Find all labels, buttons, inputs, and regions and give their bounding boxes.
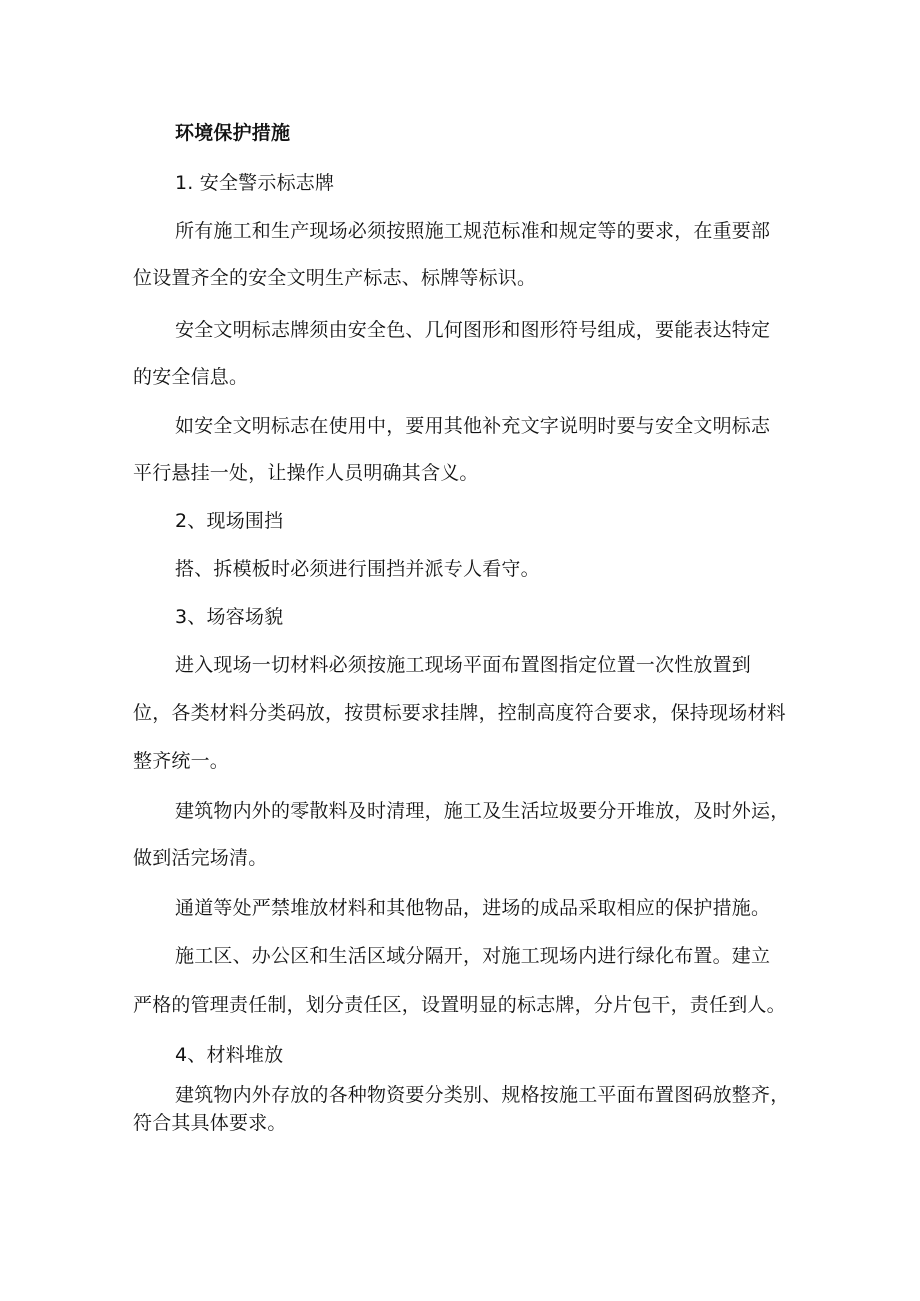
section-heading: 4、材料堆放 <box>175 1044 284 1066</box>
paragraph-line: 位，各类材料分类码放，按贯标要求挂牌，控制高度符合要求，保持现场材料 <box>133 702 786 724</box>
paragraph-line: 搭、拆模板时必须进行围挡并派专人看守。 <box>175 558 540 580</box>
paragraph-line: 施工区、办公区和生活区域分隔开，对施工现场内进行绿化布置。建立 <box>175 945 771 967</box>
paragraph-line: 如安全文明标志在使用中，要用其他补充文字说明时要与安全文明标志 <box>175 415 771 437</box>
paragraph-line: 通道等处严禁堆放材料和其他物品，进场的成品采取相应的保护措施。 <box>175 897 771 919</box>
paragraph-line: 平行悬挂一处，让操作人员明确其含义。 <box>133 462 479 484</box>
paragraph-line: 整齐统一。 <box>133 750 230 772</box>
paragraph-line: 建筑物内外的零散料及时清理，施工及生活垃圾要分开堆放，及时外运， <box>175 800 790 822</box>
document-title: 环境保护措施 <box>175 122 291 144</box>
section-heading: 2、现场围挡 <box>175 510 284 532</box>
paragraph-line: 的安全信息。 <box>133 366 249 388</box>
paragraph-line: 严格的管理责任制，划分责任区，设置明显的标志牌，分片包干，责任到人。 <box>133 994 786 1016</box>
paragraph-line: 建筑物内外存放的各种物资要分类别、规格按施工平面布置图码放整齐， <box>175 1084 790 1106</box>
section-heading: 1. 安全警示标志牌 <box>175 172 335 194</box>
paragraph-line: 安全文明标志牌须由安全色、几何图形和图形符号组成，要能表达特定 <box>175 319 771 341</box>
paragraph-line: 位设置齐全的安全文明生产标志、标牌等标识。 <box>133 267 537 289</box>
paragraph-line: 进入现场一切材料必须按施工现场平面布置图指定位置一次性放置到 <box>175 654 752 676</box>
paragraph-line: 所有施工和生产现场必须按照施工规范标准和规定等的要求，在重要部 <box>175 220 771 242</box>
section-heading: 3、场容场貌 <box>175 606 284 628</box>
paragraph-line: 做到活完场清。 <box>133 847 268 869</box>
paragraph-line: 符合其具体要求。 <box>133 1112 287 1134</box>
